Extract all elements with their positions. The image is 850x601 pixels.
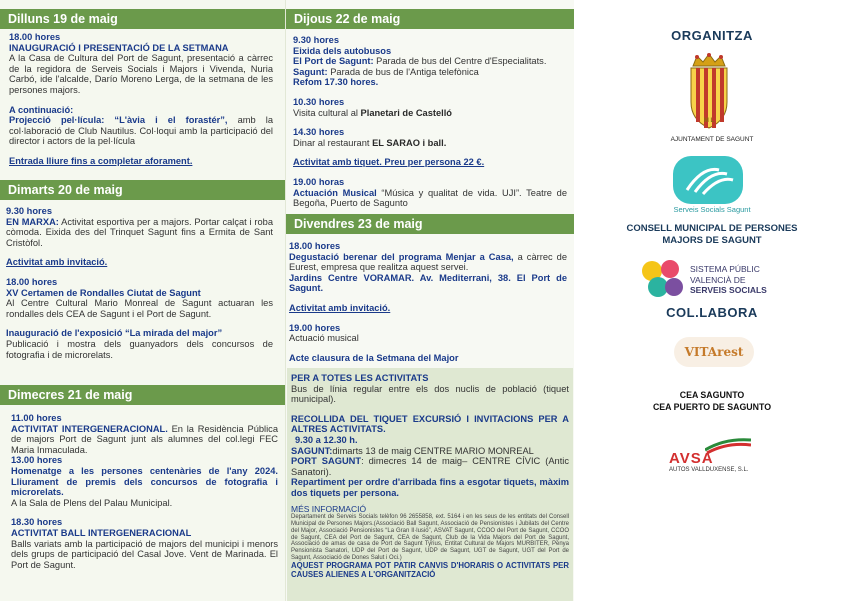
info-box — [287, 368, 573, 601]
tuesday-invitation-note: Activitat amb invitació. — [6, 257, 108, 268]
tuesday-time-1: 9.30 hores — [6, 206, 52, 216]
wednesday-text-2: A la Sala de Plens del Palau Municipal. — [11, 497, 173, 508]
thursday-time-4: 19.00 horas — [293, 176, 345, 187]
wednesday-events — [11, 413, 278, 570]
serveis-socials-logo — [673, 156, 743, 204]
friday-header: Divendres 23 de maig — [286, 214, 574, 234]
friday-title-1: Degustació berenar del programa Menjar a Casa, — [289, 251, 514, 262]
thursday-port-text: Parada de bus del Centre d'Especialitats. — [373, 56, 547, 67]
avsa-subtitle: AUTOS VALLDUXENSE, S.L. — [669, 467, 749, 473]
tuesday-title-3: Inauguració de l'exposició “La mirada del major” — [6, 328, 223, 339]
info-content — [291, 373, 569, 579]
tuesday-events — [6, 206, 273, 360]
tuesday-header: Dimarts 20 de maig — [0, 180, 285, 200]
cea-puerto: CEA PUERTO DE SAGUNTO — [652, 402, 772, 412]
sistema-line-3: SERVEIS SOCIALS — [690, 285, 767, 295]
info-warning: AQUEST PROGRAMA POT PATIR CANVIS D'HORARIS O ACTIVITATS PER CAUSES ALIENES A L'ORGANITZACIÓ — [291, 560, 569, 579]
thursday-sagunt-text: Parada de bus de l'Antiga telefònica — [327, 66, 479, 77]
monday-events — [9, 32, 273, 167]
column-monday-wednesday — [0, 0, 285, 601]
wednesday-text-3: Balls variats amb la participació de majors del municipi i menors dels grups de participació del Casal Jove. Vent de Marinada. El Port de Sagunt. — [11, 538, 278, 570]
wednesday-time-2: 13.00 hores — [11, 455, 63, 466]
info-sagunt-text: dimarts 13 de maig CENTRE MARIO MONREAL — [332, 445, 534, 456]
thursday-time-3: 14.30 hores — [293, 127, 345, 138]
thursday-text-2a: Visita cultural al — [293, 107, 361, 118]
tuesday-text-2: Al Centre Cultural Mario Monreal de Sagunt actuaran les rondalles dels CEA de Sagunt i el Port de Sagunt. — [6, 298, 273, 319]
wednesday-time-1: 11.00 hores — [11, 413, 62, 423]
thursday-title-1: Eixida dels autobusos — [293, 45, 392, 56]
info-more-title: MÉS INFORMACIÓ — [291, 503, 367, 514]
info-port-label: PORT SAGUNT — [291, 456, 362, 467]
friday-time-2: 19.00 hores — [289, 322, 341, 333]
sistema-line-2: VALENCIÀ DE — [690, 274, 746, 285]
friday-closing: Acte clausura de la Setmana del Major — [289, 352, 459, 363]
sistema-public-logo — [640, 259, 686, 301]
colabora-title: COL.LABORA — [666, 305, 758, 320]
monday-header: Dilluns 19 de maig — [0, 9, 285, 29]
thursday-planetarium: Planetari de Castelló — [360, 107, 452, 118]
cea-labels — [574, 389, 850, 413]
monday-entry-note: Entrada lliure fins a completar aforament. — [9, 155, 193, 166]
avsa-logo — [669, 436, 755, 476]
thursday-port-label: El Port de Sagunt: — [293, 56, 374, 67]
sistema-line-1: SISTEMA PÚBLIC — [690, 264, 760, 274]
avsa-text: AVSA — [669, 450, 714, 467]
wednesday-title-1: ACTIVITAT INTERGENERACIONAL. — [11, 423, 168, 434]
tuesday-title-1: EN MARXA: — [6, 216, 59, 227]
tuesday-text-1: Activitat esportiva per a majors. Portar calçat i roba còmoda. Eixida des del Trinquet Sagunt fins a Ermita de Sant Cristòfol. — [6, 216, 273, 248]
info-sagunt-label: SAGUNT: — [291, 445, 333, 456]
thursday-text-3a: Dinar al restaurant — [293, 137, 373, 148]
thursday-title-4: Actuación Musical — [293, 187, 377, 198]
info-more-text: Departament de Serveis Socials telèfon 96 2655858, ext. 5164 i en les seus de les entitats del Consell Municipal de Persones Majors.(Associació Ball Sagunt, Associació de Pensionistes i Jubilats del Centre del Major, Associació Pensionistes “La Gran Il·lusió”, ASVAT Sagunt, CCOO del Port de Sagunt, CCOO de Sagunt, CEA del Port de Sagunt, CEA de Sagunt, Club de la Vida Majors del Port de Sagunt, Associació de amas de casa de Port de Sagunt Tyrius, Entitat Cultural de Majors MURBITER, Penya Pensionista Sanatori, UDP del Port de Sagunt, UDP de Sagunt, UGT de Sagunt, UGT del Port de Sagunt, Associació de Dones Salut i Oci.) — [291, 514, 569, 561]
thursday-sagunt-label: Sagunt: — [293, 66, 328, 77]
monday-film-title: Projecció pel·lícula: “L'àvia i el forastér”, — [9, 115, 228, 126]
friday-time-1: 18.00 hores — [289, 241, 341, 251]
friday-text-2: Actuació musical — [289, 333, 359, 344]
info-port-text: : dimecres 14 de maig– CENTRE CÍVIC (Antic Sanatori). — [291, 456, 569, 477]
column-organizers — [574, 0, 850, 601]
tuesday-text-3: Publicació i mostra dels guanyadors dels concursos de fotografia i de microrelats. — [6, 338, 273, 360]
wednesday-title-2: Homenatge a les persones centenàries de l'any 2024. Lliurament de premis dels concursos de fotografia i microrelats. — [11, 465, 278, 498]
thursday-ticket-note: Activitat amb tiquet. Preu per persona 22 €. — [293, 157, 485, 168]
crest-letters: M L — [703, 118, 715, 124]
thursday-header: Dijous 22 de maig — [286, 9, 574, 29]
thursday-restaurant: EL SARAO i ball. — [372, 137, 447, 148]
monday-title-1: INAUGURACIÓ I PRESENTACIÓ DE LA SETMANA — [9, 42, 229, 53]
friday-invitation-note: Activitat amb invitació. — [289, 302, 391, 313]
tuesday-title-2: XV Certamen de Rondalles Ciutat de Sagunt — [6, 287, 201, 298]
monday-film-text: amb la col·laboració de Club Nautilus. Col·loqui amb la participació del director i actors de la pel·lícula — [9, 115, 273, 147]
friday-text-1: a càrrec de Eurest, empresa que realitza aquest servei. — [289, 251, 567, 273]
wednesday-header: Dimecres 21 de maig — [0, 385, 285, 405]
tuesday-time-2: 18.00 hores — [6, 276, 58, 287]
monday-text-1: A la Casa de Cultura del Port de Sagunt, presentació a càrrec de la regidora de Serveis Socials i Majors i Vivenda, Nuria Carbó, ide l'alcalde, Darío Moreno Lerga, de la setmana de les persones majors. — [9, 53, 273, 95]
monday-continuation-label: A continuació: — [9, 104, 74, 115]
info-collect-time: 9.30 a 12.30 h. — [295, 434, 358, 445]
thursday-return: Refom 17.30 hores. — [293, 77, 379, 88]
info-collect-title: RECOLLIDA DEL TIQUET EXCURSIÓ I INVITACIONS PER A ALTRES ACTIVITATS. — [291, 413, 569, 435]
organitza-title: ORGANITZA — [671, 28, 753, 43]
wednesday-time-3: 18.30 hores — [11, 517, 63, 528]
friday-events — [289, 241, 567, 363]
thursday-text-4: “Música y qualitat de vida. UJI”. Teatre de Begoña, Puerto de Sagunto — [293, 187, 568, 209]
thursday-events — [293, 35, 567, 209]
vitarest-logo: VITArest — [674, 337, 754, 367]
monday-time-1: 18.00 hores — [9, 32, 61, 42]
thursday-time-1: 9.30 hores — [293, 35, 339, 45]
consell-label: CONSELL MUNICIPAL DE PERSONES MAJORS DE SAGUNT — [626, 223, 798, 246]
ajuntament-label: AJUNTAMENT DE SAGUNT — [670, 136, 754, 143]
cea-sagunto: CEA SAGUNTO — [679, 390, 745, 400]
sistema-public-text — [690, 264, 767, 296]
info-all-text: Bus de línia regular entre els dos nuclis de població (tiquet municipal). — [291, 383, 569, 405]
info-all-title: PER A TOTES LES ACTIVITATS — [291, 373, 429, 383]
serveis-socials-label: Serveis Socials Sagunt — [673, 205, 751, 214]
friday-location: Jardins Centre VORAMAR. Av. Mediterrani, 38. El Port de Sagunt. — [289, 272, 567, 294]
wednesday-text-1: En la Residència Pública de majors Port de Sagunt junt als alumnes del col.legi FEC Maria Inmaculada. — [11, 423, 278, 455]
thursday-time-2: 10.30 hores — [293, 96, 345, 107]
wednesday-title-3: ACTIVITAT BALL INTERGENERACIONAL — [11, 527, 192, 538]
info-distribution: Repartiment per ordre d'arribada fins a esgotar tiquets, màxim dos tiquets per persona. — [291, 477, 569, 498]
